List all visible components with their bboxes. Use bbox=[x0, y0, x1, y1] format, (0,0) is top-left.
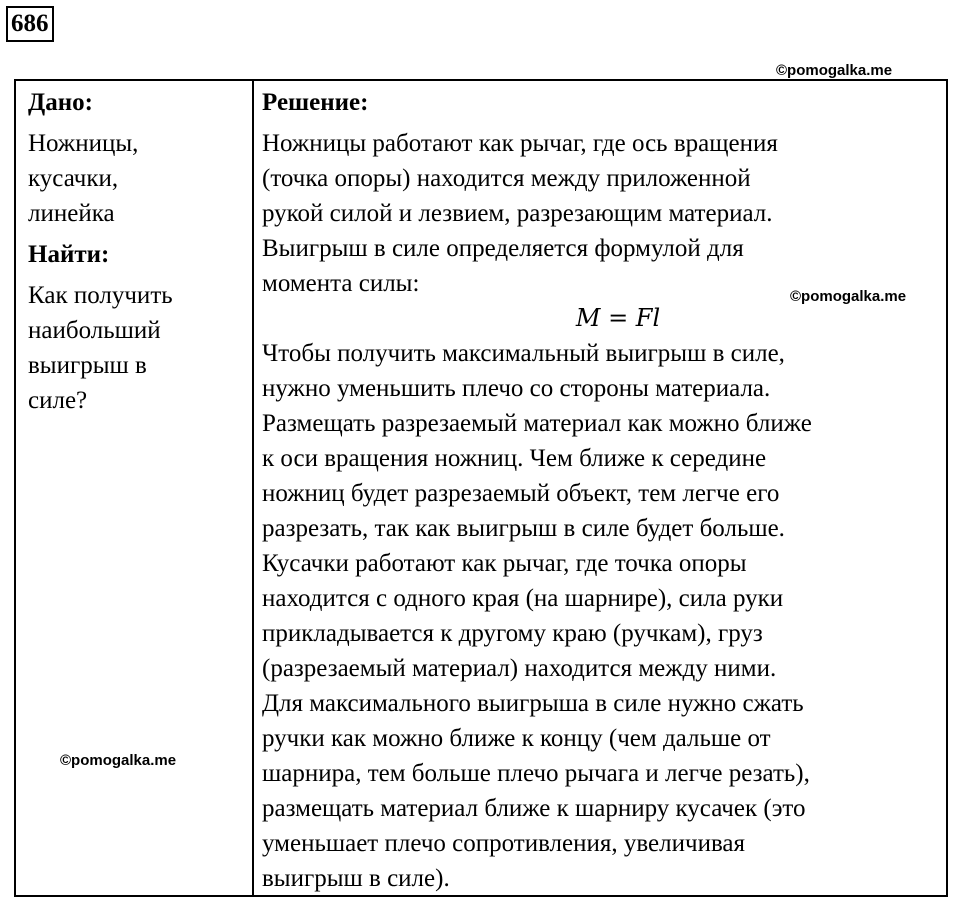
find-line: наибольший bbox=[28, 317, 161, 344]
find-heading: Найти: bbox=[28, 241, 110, 268]
solution-line: момента силы: bbox=[262, 270, 420, 297]
solution-line: Ножницы работают как рычаг, где ось вращения bbox=[262, 130, 778, 157]
given-line: кусачки, bbox=[28, 165, 119, 192]
given-heading: Дано: bbox=[28, 89, 93, 116]
watermark-top: ©pomogalka.me bbox=[776, 62, 893, 79]
solution-table bbox=[14, 79, 948, 897]
find-line: силе? bbox=[28, 387, 88, 414]
solution-intro bbox=[262, 126, 946, 301]
solution-body bbox=[262, 336, 946, 896]
column-divider bbox=[252, 81, 254, 895]
solution-heading: Решение: bbox=[262, 89, 369, 116]
solution-line: (точка опоры) находится между приложенной bbox=[262, 165, 751, 192]
watermark-left: ©pomogalka.me bbox=[60, 752, 177, 769]
solution-line: ножниц будет разрезаемый объект, тем легче его bbox=[262, 480, 780, 507]
solution-line: (разрезаемый материал) находится между ними. bbox=[262, 655, 777, 682]
solution-line: Размещать разрезаемый материал как можно ближе bbox=[262, 410, 812, 437]
problem-number: 686 bbox=[6, 6, 54, 42]
solution-line: нужно уменьшить плечо со стороны материала. bbox=[262, 375, 771, 402]
solution-line: ручки как можно ближе к концу (чем дальше от bbox=[262, 725, 771, 752]
given-line: линейка bbox=[28, 200, 115, 227]
solution-line: разрезать, так как выигрыш в силе будет больше. bbox=[262, 515, 785, 542]
solution-line: к оси вращения ножниц. Чем ближе к середине bbox=[262, 445, 767, 472]
solution-line: уменьшает плечо сопротивления, увеличивая bbox=[262, 830, 746, 857]
moment-formula: M = Fl bbox=[575, 304, 661, 332]
solution-line: находится с одного края (на шарнире), сила руки bbox=[262, 585, 784, 612]
solution-line: Кусачки работают как рычаг, где точка опоры bbox=[262, 550, 747, 577]
given-list bbox=[28, 126, 243, 231]
solution-line: размещать материал ближе к шарниру кусачек (это bbox=[262, 795, 806, 822]
solution-line: рукой силой и лезвием, разрезающим материал. bbox=[262, 200, 773, 227]
find-line: Как получить bbox=[28, 282, 173, 309]
solution-line: Чтобы получить максимальный выигрыш в силе, bbox=[262, 340, 785, 367]
solution-line: выигрыш в силе). bbox=[262, 865, 450, 892]
find-list bbox=[28, 278, 243, 418]
given-line: Ножницы, bbox=[28, 130, 139, 157]
solution-column bbox=[262, 85, 946, 896]
solution-line: Для максимального выигрыша в силе нужно сжать bbox=[262, 690, 804, 717]
given-column bbox=[28, 85, 243, 418]
solution-line: Выигрыш в силе определяется формулой для bbox=[262, 235, 744, 262]
solution-line: шарнира, тем больше плечо рычага и легче резать), bbox=[262, 760, 810, 787]
find-line: выигрыш в bbox=[28, 352, 147, 379]
solution-line: прикладывается к другому краю (ручкам), груз bbox=[262, 620, 763, 647]
watermark-middle: ©pomogalka.me bbox=[790, 288, 907, 305]
